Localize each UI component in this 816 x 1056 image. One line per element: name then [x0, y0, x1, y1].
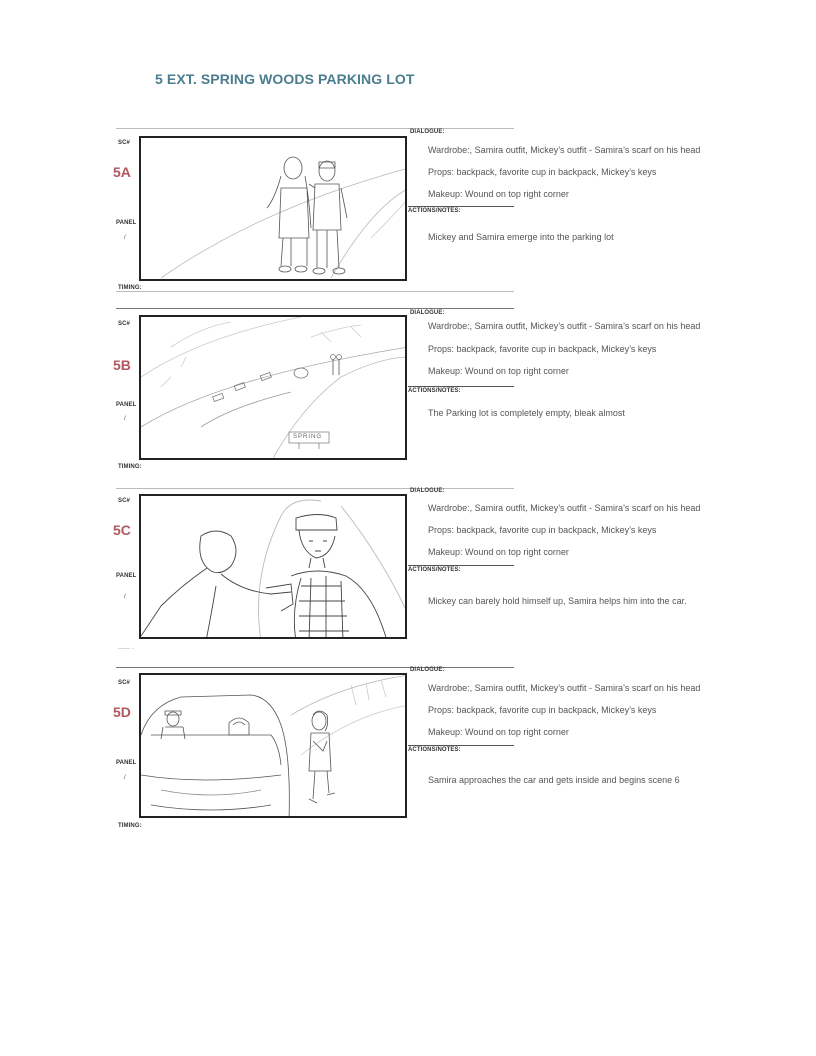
wardrobe-note: Wardrobe:, Samira outfit, Mickey’s outfit - Samira’s scarf on his head — [428, 321, 701, 331]
props-note: Props: backpack, favorite cup in backpack, Mickey’s keys — [428, 167, 657, 177]
sketch-frame-5b — [139, 315, 407, 460]
wardrobe-note: Wardrobe:, Samira outfit, Mickey’s outfit - Samira’s scarf on his head — [428, 145, 701, 155]
sketch-frame-5d — [139, 673, 407, 818]
scene-number: 5D — [113, 704, 131, 720]
actions-rule — [408, 206, 514, 207]
sketch-samira-helping-mickey — [141, 496, 407, 639]
sketch-frame-5c — [139, 494, 407, 639]
actions-label: ACTIONS/NOTES: — [408, 388, 461, 394]
sc-label: SC# — [118, 498, 130, 504]
wardrobe-note: Wardrobe:, Samira outfit, Mickey’s outfit - Samira’s scarf on his head — [428, 683, 701, 693]
actions-label: ACTIONS/NOTES: — [408, 208, 461, 214]
panel-bottom-rule — [116, 291, 514, 292]
makeup-note: Makeup: Wound on top right corner — [428, 727, 569, 737]
timing-label: TIMING: — [118, 464, 142, 470]
action-note: The Parking lot is completely empty, bleak almost — [428, 408, 625, 418]
sketch-car-and-samira — [141, 675, 407, 818]
panel-label: PANEL — [116, 402, 137, 408]
panel-number: / — [124, 416, 126, 422]
props-note: Props: backpack, favorite cup in backpack, Mickey’s keys — [428, 705, 657, 715]
panel-top-rule — [116, 308, 514, 309]
makeup-note: Makeup: Wound on top right corner — [428, 366, 569, 376]
actions-rule — [408, 386, 514, 387]
actions-label: ACTIONS/NOTES: — [408, 567, 461, 573]
panel-label: PANEL — [116, 760, 137, 766]
panel-number: / — [124, 775, 126, 781]
panel-label: PANEL — [116, 573, 137, 579]
panel-top-rule — [116, 667, 514, 668]
action-note: Samira approaches the car and gets inside and begins scene 6 — [428, 775, 680, 785]
dialogue-label: DIALOGUE: — [410, 310, 445, 316]
panel-number: / — [124, 235, 126, 241]
panel-number: / — [124, 594, 126, 600]
timing-label: TIMING: — [118, 823, 142, 829]
actions-rule — [408, 745, 514, 746]
timing-mark: —— - — [118, 646, 134, 652]
action-note: Mickey and Samira emerge into the parking lot — [428, 232, 614, 242]
makeup-note: Makeup: Wound on top right corner — [428, 189, 569, 199]
props-note: Props: backpack, favorite cup in backpack, Mickey’s keys — [428, 525, 657, 535]
dialogue-label: DIALOGUE: — [410, 667, 445, 673]
makeup-note: Makeup: Wound on top right corner — [428, 547, 569, 557]
scene-number: 5B — [113, 357, 131, 373]
actions-label: ACTIONS/NOTES: — [408, 747, 461, 753]
sign-text: SPRING — [293, 434, 323, 440]
sc-label: SC# — [118, 680, 130, 686]
props-note: Props: backpack, favorite cup in backpack, Mickey’s keys — [428, 344, 657, 354]
panel-top-rule — [116, 488, 514, 489]
timing-label: TIMING: — [118, 285, 142, 291]
dialogue-label: DIALOGUE: — [410, 488, 445, 494]
dialogue-label: DIALOGUE: — [410, 129, 445, 135]
action-note: Mickey can barely hold himself up, Samira helps him into the car. — [428, 596, 687, 606]
scene-number: 5C — [113, 522, 131, 538]
scene-number: 5A — [113, 164, 131, 180]
wardrobe-note: Wardrobe:, Samira outfit, Mickey’s outfit - Samira’s scarf on his head — [428, 503, 701, 513]
sc-label: SC# — [118, 140, 130, 146]
panel-label: PANEL — [116, 220, 137, 226]
actions-rule — [408, 565, 514, 566]
sketch-empty-parking-lot — [141, 317, 407, 460]
page-title: 5 EXT. SPRING WOODS PARKING LOT — [155, 71, 415, 87]
sc-label: SC# — [118, 321, 130, 327]
